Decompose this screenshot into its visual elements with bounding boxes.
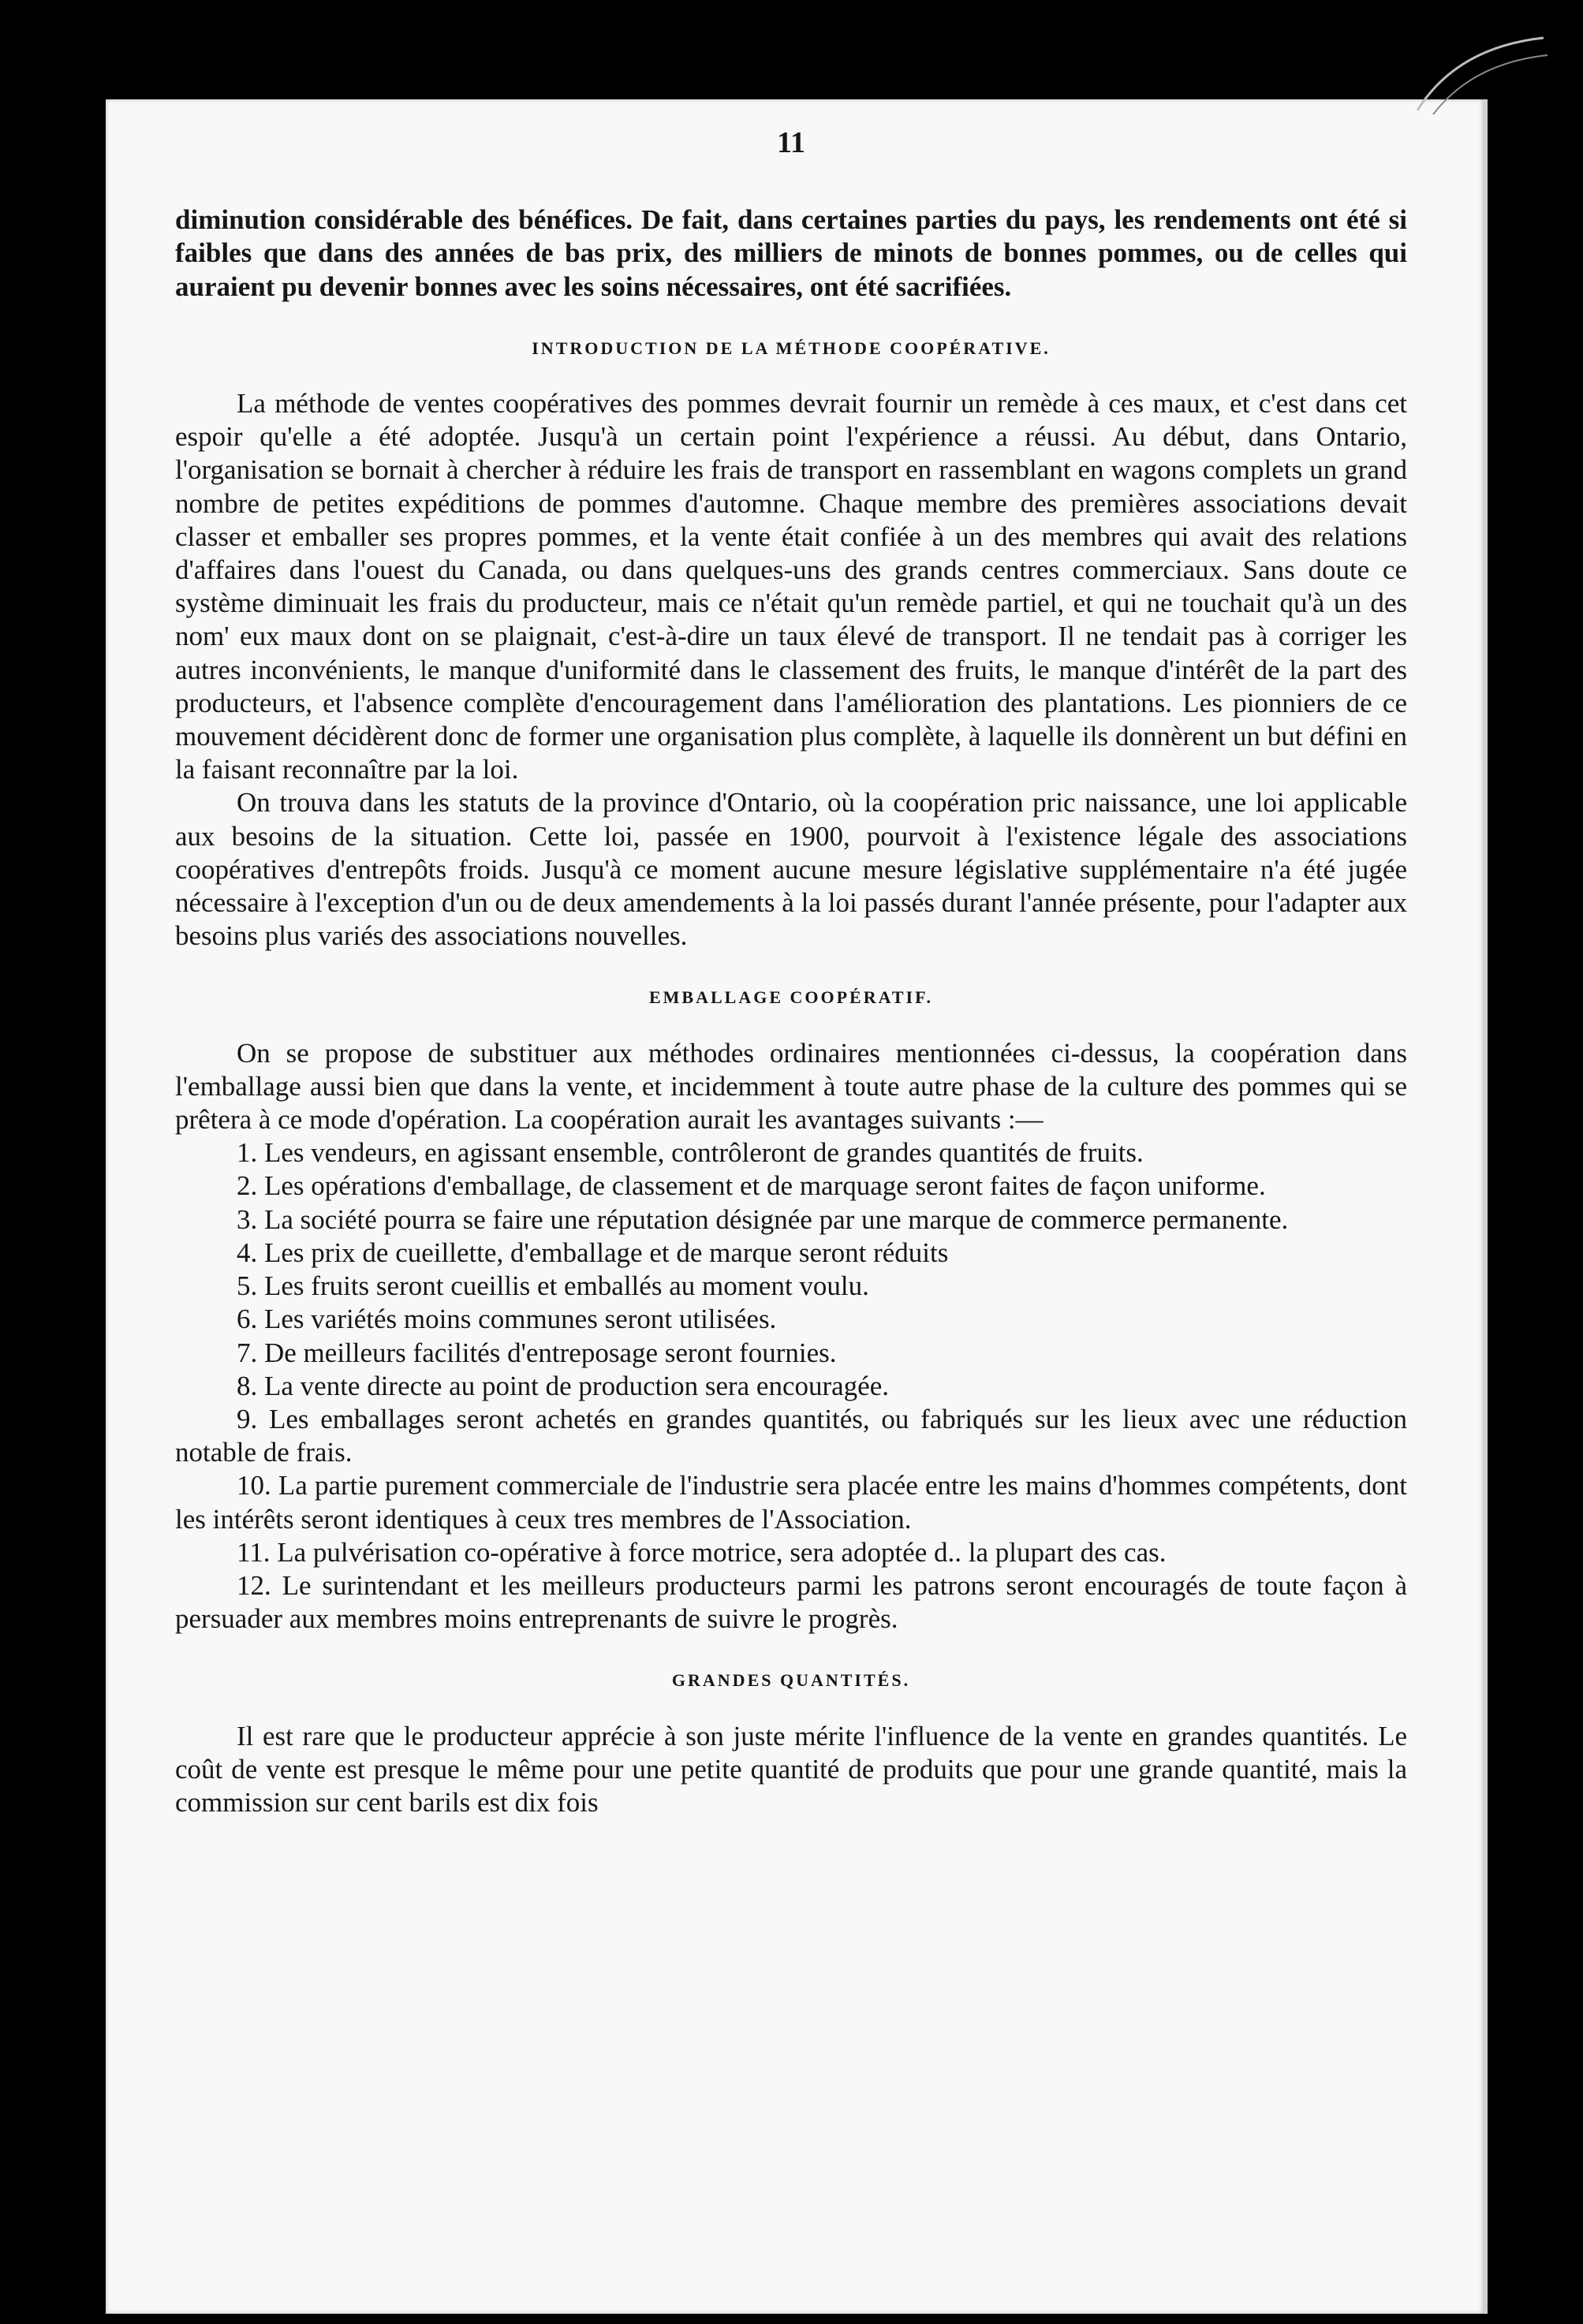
page-edge <box>1483 99 1488 2314</box>
list-item: 1. Les vendeurs, en agissant ensemble, contrôleront de grandes quantités de fruits. <box>237 1137 1144 1169</box>
page-content <box>175 126 1407 1819</box>
list-item: 4. Les prix de cueillette, d'emballage et de marque seront réduits <box>237 1237 949 1268</box>
opening-paragraph: diminution considérable des bénéfices. De fait, dans certaines parties du pays, les rendements ont été si faibles que dans des années de bas prix, des milliers de minots de bonnes pommes, ou de celles qui auraient pu devenir bonnes avec les soins nécessaires, ont été sacrifiées. <box>175 204 1407 302</box>
list-item: 12. Le surintendant et les meilleurs producteurs parmi les patrons seront encouragés de toute façon à persuader aux membres moins entreprenants de suivre le progrès. <box>175 1569 1407 1635</box>
section-heading-grandes-quantites: GRANDES QUANTITÉS. <box>671 1670 911 1691</box>
advantages-list <box>175 1136 1407 1636</box>
list-item: 11. La pulvérisation co-opérative à force motrice, sera adoptée d.. la plupart des cas. <box>237 1536 1167 1568</box>
emballage-intro: On se propose de substituer aux méthodes ordinaires mentionnées ci-dessus, la coopération dans l'emballage aussi bien que dans la vente, et incidemment à toute autre phase de la culture des pommes qui se prêtera à ce mode d'opération. La coopération aurait les avantages suivants :— <box>175 1037 1407 1136</box>
page-corner-curl-icon <box>1409 32 1551 118</box>
list-item: 10. La partie purement commerciale de l'industrie sera placée entre les mains d'hommes compétents, dont les intérêts seront identiques à ceux tres membres de l'Association. <box>175 1470 1407 1535</box>
list-item: 5. Les fruits seront cueillis et emballés au moment voulu. <box>237 1270 869 1302</box>
section-heading-emballage: EMBALLAGE COOPÉRATIF. <box>648 987 934 1008</box>
list-item: 8. La vente directe au point de production sera encouragée. <box>237 1370 889 1401</box>
list-item: 3. La société pourra se faire une réputation désignée par une marque de commerce permanente. <box>237 1203 1289 1235</box>
introduction-paragraph-2: On trouva dans les statuts de la province d'Ontario, où la coopération pric naissance, une loi applicable aux besoins de la situation. Cette loi, passée en 1900, pourvoit à l'existence légale des associations coopératives d'entrepôts froids. Jusqu'à ce moment aucune mesure législative supplémentaire n'a été jugée nécessaire à l'exception d'un ou de deux amendements à la loi passés durant l'année présente, pour l'adapter aux besoins plus variés des associations nouvelles. <box>175 787 1407 952</box>
list-item: 2. Les opérations d'emballage, de classement et de marquage seront faites de façon uniforme. <box>237 1170 1266 1202</box>
grandes-quantites-paragraph: Il est rare que le producteur apprécie à son juste mérite l'influence de la vente en grandes quantités. Le coût de vente est presque le même pour une petite quantité de produits que pour une grande quantité, mais la commission sur cent barils est dix fois <box>175 1720 1407 1818</box>
section-heading-introduction: INTRODUCTION DE LA MÉTHODE COOPÉRATIVE. <box>532 338 1051 358</box>
list-item: 6. Les variétés moins communes seront utilisées. <box>237 1304 777 1335</box>
page-number: 11 <box>777 126 805 159</box>
list-item: 9. Les emballages seront achetés en grandes quantités, ou fabriqués sur les lieux avec une réduction notable de frais. <box>175 1403 1407 1468</box>
list-item: 7. De meilleurs facilités d'entreposage seront fournies. <box>237 1337 837 1368</box>
introduction-paragraph-1: La méthode de ventes coopératives des pommes devrait fournir un remède à ces maux, et c'est dans cet espoir qu'elle a été adoptée. Jusqu'à un certain point l'expérience a réussi. Au début, dans Ontario, l'organisation se bornait à chercher à réduire les frais de transport en rassemblant en wagons complets un grand nombre de petites expéditions de pommes d'automne. Chaque membre des premières associations devait classer et emballer ses propres pommes, et la vente était confiée à un des membres qui avait des relations d'affaires dans l'ouest du Canada, ou dans quelques-uns des grands centres commerciaux. Sans doute ce système diminuait les frais du producteur, mais ce n'était qu'un remède partiel, et qui ne touchait qu'à un des nom' eux maux dont on se plaignait, c'est-à-dire un taux élevé de transport. Il ne tendait pas à corriger les autres inconvénients, le manque d'uniformité dans le classement des fruits, le manque d'intérêt de la part des producteurs, et l'absence complète d'encouragement dans l'amélioration des plantations. Les pionniers de ce mouvement décidèrent donc de former une organisation plus complète, à laquelle ils donnèrent un but défini en la faisant reconnaître par la loi. <box>175 388 1407 785</box>
